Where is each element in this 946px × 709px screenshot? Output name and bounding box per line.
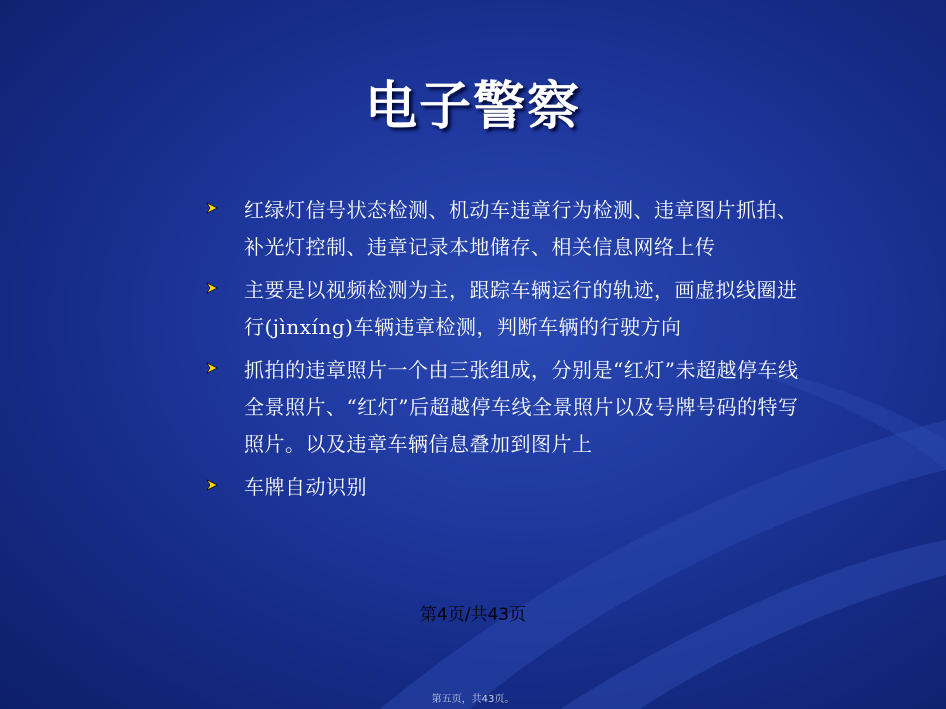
- bullet-text: 车牌自动识别: [244, 475, 367, 499]
- bullet-item: [206, 352, 804, 463]
- bullet-item: [206, 192, 816, 266]
- arrowhead-bullet-icon: [206, 282, 218, 294]
- page-number: 第4页/共43页: [419, 605, 527, 625]
- bullet-list: [206, 192, 816, 512]
- arrowhead-bullet-icon: [206, 362, 218, 374]
- arrowhead-bullet-icon: [206, 202, 218, 214]
- bullet-item: [206, 272, 816, 346]
- bullet-text: 红绿灯信号状态检测、机动车违章行为检测、违章图片抓拍、补光灯控制、违章记录本地储存、相关信息网络上传: [244, 198, 798, 259]
- bullet-item: [206, 469, 816, 506]
- page-footer: 第五页，共43页。: [431, 694, 515, 705]
- arrowhead-bullet-icon: [206, 479, 218, 491]
- slide-title: 电子警察: [364, 76, 581, 137]
- bullet-text: 抓拍的违章照片一个由三张组成，分别是“红灯”未超越停车线全景照片、“红灯”后超越停车线全景照片以及号牌号码的特写照片。以及违章车辆信息叠加到图片上: [244, 358, 799, 456]
- bullet-text: 主要是以视频检测为主，跟踪车辆运行的轨迹，画虚拟线圈进行(jìnxíng)车辆违章检测，判断车辆的行驶方向: [244, 278, 798, 339]
